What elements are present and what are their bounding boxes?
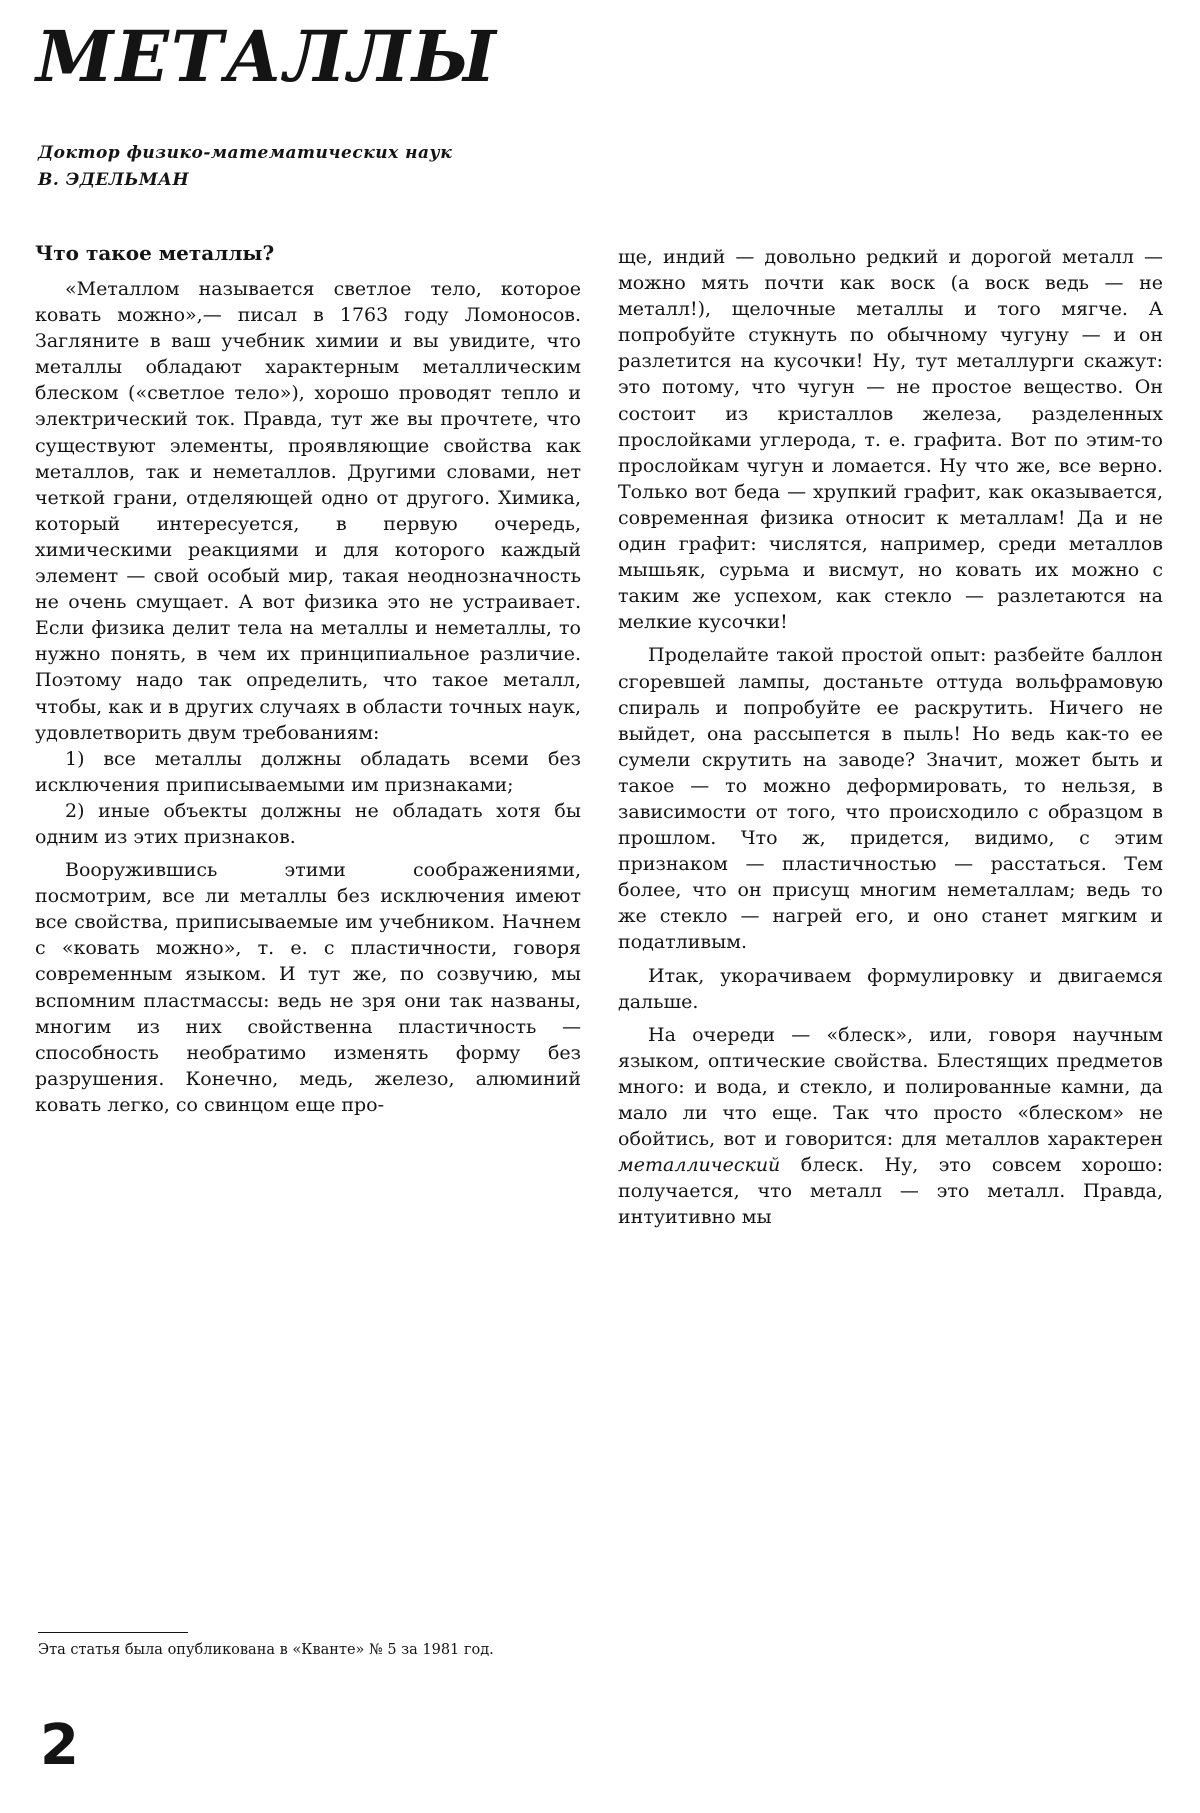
paragraph — [618, 1022, 1163, 1231]
section-heading: Что такое металлы? — [35, 241, 275, 265]
text-run: На очереди — «блеск», или, говоря научным языком, оптические свойства. Блестящих предметов много: и вода, и стекло, и полированные камни, да мало ли что еще. Так что просто «блеском» не обойтись, вот и говорится: для металлов характерен — [618, 1023, 1163, 1151]
author-name: В. ЭДЕЛЬМАН — [38, 170, 190, 190]
author-block — [38, 140, 452, 194]
paragraph: ще, индий — довольно редкий и дорогой металл — можно мять почти как воск (а воск ведь — не металл!), щелочные металлы и того мягче. А попробуйте стукнуть по обычному чугуну — и он разлетится на кусочки! Ну, тут металлурги скажут: это потому, что чугун — не простое вещество. Он состоит из кристаллов железа, разделенных прослойками углерода, т. е. графита. Вот по этим-то прослойкам чугун и ломается. Ну что же, все верно. Только вот беда — хрупкий графит, как оказывается, современная физика относит к металлам! Да и не один графит: числятся, например, среди металлов мышьяк, сурьма и висмут, но ковать их можно с таким же успехом, как стекло — разлетаются на мелкие кусочки! — [618, 246, 1163, 634]
right-column — [618, 244, 1163, 1230]
paragraph: Проделайте такой простой опыт: разбейте баллон сгоревшей лампы, достаньте оттуда вольфрамовую спираль и попробуйте ее раскрутить. Ничего не выйдет, она рассыпется в пыль! Но ведь как-то ее сумели скрутить на заводе? Значит, может быть и такое — то можно деформировать, то нельзя, в зависимости от того, что происходило с образцом в прошлом. Что ж, придется, видимо, с этим признаком — пластичностью — расстаться. Тем более, что он присущ многим неметаллам; ведь то же стекло — нагрей его, и оно станет мягким и податливым. — [618, 644, 1163, 954]
paragraph: «Металлом называется светлое тело, которое ковать можно»,— писал в 1763 году Ломоносов. Загляните в ваш учебник химии и вы увидите, что металлы обладают характерным металлическим блеском («светлое тело»), хорошо проводят тепло и электрический ток. Правда, тут же вы прочтете, что существуют элементы, проявляющие свойства как металлов, так и неметаллов. Другими словами, нет четкой грани, отделяющей одно от другого. Химика, который интересуется, в первую очередь, химическими реакциями и для которого каждый элемент — свой особый мир, такая неоднозначность не очень смущает. А вот физика это не устраивает. Если физика делит тела на металлы и неметаллы, то нужно понять, в чем их принципиальное различие. Поэтому надо так определить, что такое металл, чтобы, как и в других случаях в области точных наук, удовлетворить двум требованиям: — [35, 278, 581, 744]
article-title: МЕТАЛЛЫ — [36, 15, 498, 98]
footnote — [38, 1630, 583, 1661]
text-run: блеск. Ну, это совсем хорошо: получается, что металл — это металл. Правда, интуитивно мы — [618, 1154, 1163, 1229]
footnote-text: Эта статья была опубликована в «Кванте» № 5 за 1981 год. — [38, 1642, 494, 1658]
paragraph: Итак, укорачиваем формулировку и двигаемся дальше. — [618, 964, 1163, 1013]
page-number: 2 — [40, 1713, 79, 1778]
left-column — [35, 240, 581, 1118]
requirement-item-2: 2) иные объекты должны не обладать хотя бы одним из этих признаков. — [35, 799, 581, 848]
emphasis-text: металлический — [618, 1154, 781, 1177]
paragraph: Вооружившись этими соображениями, посмотрим, все ли металлы без исключения имеют все свойства, приписываемые им учебником. Начнем с «ковать можно», т. е. с пластичности, говоря современным языком. И тут же, по созвучию, мы вспомним пластмассы: ведь не зря они так названы, многим из них свойственна пластичность — способность необратимо изменять форму без разрушения. Конечно, медь, железо, алюминий ковать легко, со свинцом еще про- — [35, 859, 581, 1116]
author-degree: Доктор физико-математических наук — [38, 143, 453, 163]
requirement-item-1: 1) все металлы должны обладать всеми без исключения приписываемыми им признаками; — [35, 747, 581, 796]
